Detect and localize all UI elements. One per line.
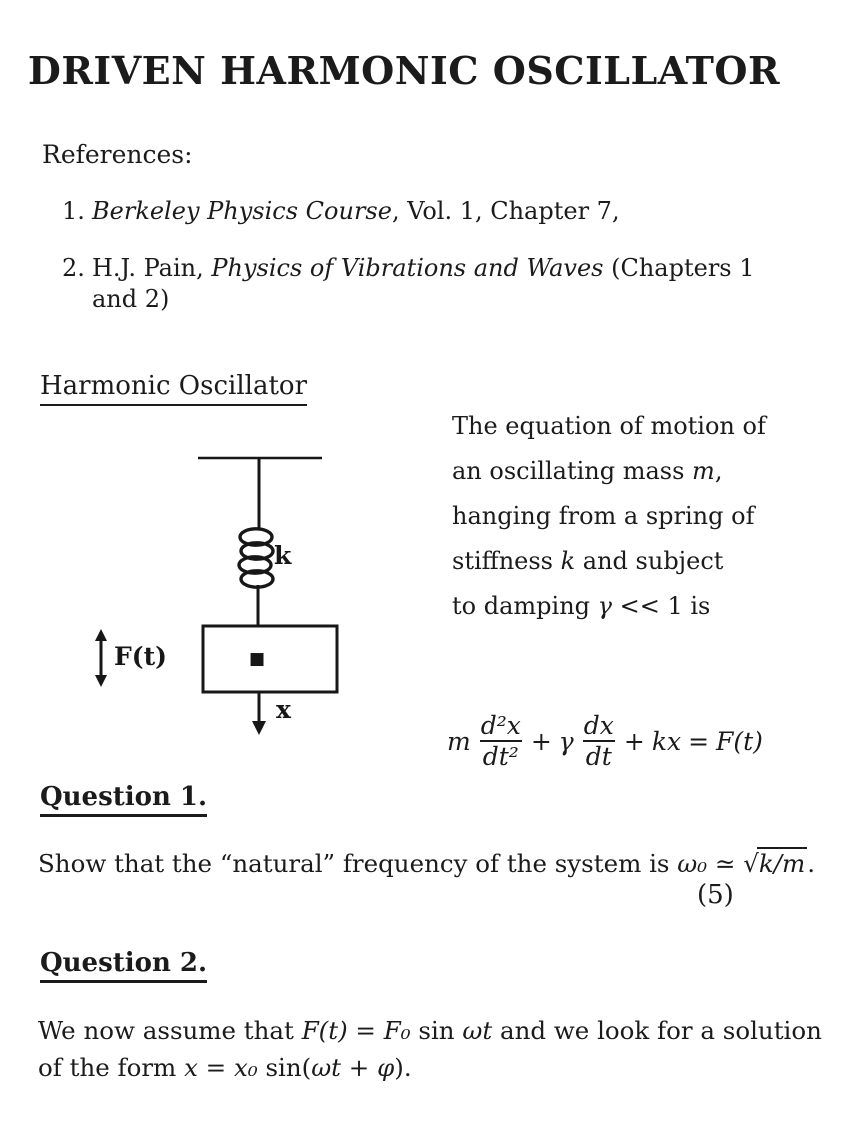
displacement-label: x [276, 695, 291, 724]
eq-plus-2: + [623, 726, 645, 756]
q1-relation: ≃ [707, 849, 744, 878]
reference-text [92, 196, 762, 227]
sqrt-sign: √ [743, 849, 757, 878]
reference-number: 1. [62, 197, 85, 225]
reference-rest-cont: and 2) [92, 285, 170, 313]
question-1-points: (5) [697, 880, 734, 910]
q2-line-1: We now assume that F(t) = F₀ sin ωt and we look for a solution [38, 1016, 822, 1045]
eq-equals: = [688, 726, 710, 756]
reference-pre: H.J. Pain, [92, 254, 212, 282]
reference-line-2 [92, 284, 762, 315]
force-arrowhead-up [95, 629, 107, 641]
force-arrowhead-down [95, 675, 107, 687]
desc-line: stiffness k and subject [452, 547, 724, 575]
eq-kx: kx [651, 726, 682, 756]
force-label: F(t) [114, 642, 167, 671]
q1-period: . [807, 849, 815, 878]
equation-of-motion [447, 712, 763, 770]
desc-line: to damping γ << 1 is [452, 592, 711, 620]
desc-line: hanging from a spring of [452, 502, 755, 530]
reference-item-2 [62, 253, 762, 315]
reference-rest: , Vol. 1, Chapter 7, [391, 197, 620, 225]
page-title: DRIVEN HARMONIC OSCILLATOR [27, 48, 781, 93]
question-2-body [38, 1012, 838, 1086]
desc-line: The equation of motion of [452, 412, 766, 440]
q1-radicand: k/m [758, 849, 806, 878]
eq-gamma: γ [558, 726, 574, 756]
displacement-arrowhead [252, 721, 266, 735]
q1-text: Show that the “natural” frequency of the system is [38, 849, 678, 878]
eq-mass: m [447, 726, 471, 756]
reference-title-italic: Physics of Vibrations and Waves [211, 254, 604, 282]
equation-description [452, 404, 817, 629]
eq-fraction-1: $\frac{\text{d²x}}{\text{dt²}}$ [480, 711, 521, 771]
reference-text [92, 253, 762, 315]
section-heading-harmonic-oscillator: Harmonic Oscillator [40, 371, 307, 406]
references-heading: References: [42, 140, 193, 169]
reference-item-1 [62, 196, 762, 227]
reference-line-1 [92, 253, 762, 284]
spring-coil [239, 529, 273, 587]
q2-line-2: of the form x = x₀ sin(ωt + φ). [38, 1053, 412, 1082]
reference-title-italic: Berkeley Physics Course [92, 197, 392, 225]
spring-stiffness-label: k [274, 541, 292, 570]
eq-rhs: F(t) [716, 726, 763, 756]
q1-omega: ω₀ [677, 849, 708, 878]
question-2-heading: Question 2. [40, 948, 207, 983]
reference-number: 2. [62, 254, 85, 282]
desc-line: an oscillating mass m, [452, 457, 723, 485]
eq-plus-1: + [530, 726, 552, 756]
question-1-heading: Question 1. [40, 782, 207, 817]
references-list [62, 196, 762, 341]
question-1-body [38, 845, 818, 883]
reference-rest: (Chapters 1 [603, 254, 755, 282]
mass-spring-diagram [85, 445, 355, 740]
mass-label: ■ [249, 649, 266, 669]
mass-box [203, 626, 337, 692]
eq-fraction-2: $\frac{dx}{dt}$ [583, 711, 614, 771]
